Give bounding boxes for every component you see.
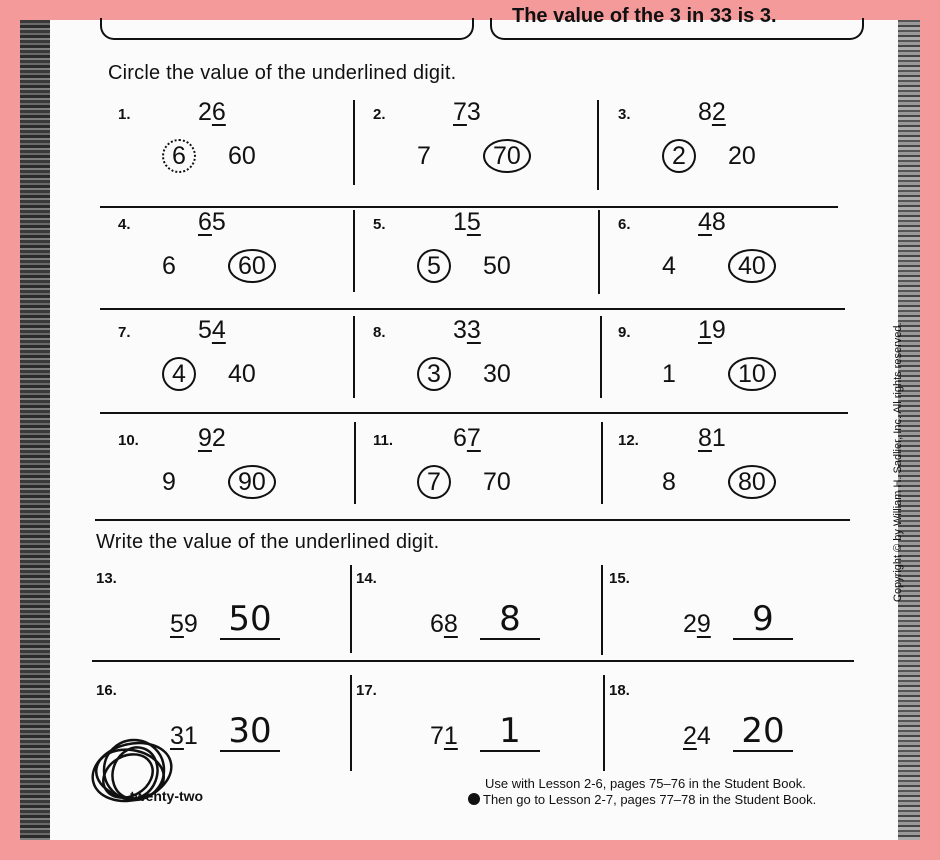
choice-value: 8 (662, 468, 676, 496)
digit: 2 (211, 424, 226, 452)
choice-a[interactable] (662, 142, 696, 171)
problem-6 (600, 208, 845, 308)
problem-label: 1. (118, 106, 131, 123)
problem-label: 5. (373, 216, 386, 233)
problem-label: 6. (618, 216, 631, 233)
answer-field[interactable]: 20 (733, 714, 793, 752)
digit: 1 (183, 722, 198, 750)
scribble-mark (80, 728, 190, 818)
footer-line-2: Then go to Lesson 2-7, pages 77–78 in the Student Book. (468, 792, 816, 807)
problem-label: 8. (373, 324, 386, 341)
c-icon (468, 793, 480, 805)
problem-number (453, 208, 481, 237)
digit: 5 (211, 208, 226, 236)
choice-value: 1 (662, 360, 676, 388)
problem-number (198, 98, 226, 127)
problem-5 (355, 208, 600, 308)
problem-label: 10. (118, 432, 139, 449)
choice-b[interactable] (728, 468, 776, 497)
underlined-digit: 2 (711, 98, 726, 126)
underlined-digit: 5 (466, 208, 481, 236)
choice-b[interactable] (728, 360, 776, 389)
answer-field[interactable]: 50 (220, 602, 280, 640)
choice-value: 10 (728, 357, 776, 391)
problem-10 (100, 424, 345, 524)
problem-number (198, 208, 226, 237)
choice-b[interactable] (228, 360, 256, 389)
underlined-digit: 4 (211, 316, 226, 344)
problem-number (170, 610, 198, 639)
underlined-digit: 5 (170, 610, 184, 638)
choice-a[interactable] (162, 252, 176, 281)
problem-2 (355, 98, 600, 198)
example-box-right (490, 5, 864, 40)
choice-value: 50 (483, 252, 511, 280)
choice-a[interactable] (162, 142, 196, 171)
worksheet-page (20, 5, 920, 840)
problem-number (698, 98, 726, 127)
underlined-digit: 8 (698, 424, 712, 452)
problem-18 (605, 680, 855, 780)
problem-label: 9. (618, 324, 631, 341)
problem-number (698, 208, 726, 237)
problem-number (683, 610, 711, 639)
problem-label: 4. (118, 216, 131, 233)
problem-number (198, 316, 226, 345)
underlined-digit: 6 (211, 98, 226, 126)
problem-label: 7. (118, 324, 131, 341)
problem-7 (100, 316, 345, 416)
underlined-digit: 8 (443, 610, 458, 638)
choice-value: 9 (162, 468, 176, 496)
problem-label: 15. (609, 570, 630, 587)
choice-a[interactable] (417, 142, 431, 171)
choice-value: 80 (728, 465, 776, 499)
digit: 6 (453, 424, 467, 452)
problem-number (698, 424, 726, 453)
choice-a[interactable] (417, 360, 451, 389)
problem-11 (355, 424, 600, 524)
problem-label: 11. (373, 432, 394, 449)
problem-number (698, 316, 726, 345)
digit: 2 (683, 610, 697, 638)
problem-number (453, 424, 481, 453)
problem-13 (92, 568, 342, 668)
underlined-digit: 4 (698, 208, 712, 236)
digit: 2 (198, 98, 212, 126)
problem-4 (100, 208, 345, 308)
digit: 1 (711, 424, 726, 452)
footer-line-1: Use with Lesson 2-6, pages 75–76 in the Student Book. (485, 776, 806, 791)
problem-12 (600, 424, 845, 524)
choice-value: 40 (728, 249, 776, 283)
choice-value: 3 (417, 357, 451, 391)
choice-b[interactable] (483, 360, 511, 389)
choice-b[interactable] (483, 468, 511, 497)
choice-b[interactable] (728, 142, 756, 171)
choice-a[interactable] (417, 252, 451, 281)
underlined-digit: 7 (453, 98, 467, 126)
problem-17 (352, 680, 602, 780)
digit: 4 (696, 722, 711, 750)
underlined-digit: 9 (696, 610, 711, 638)
example-text: The value of the 3 in 33 is 3. (512, 5, 777, 27)
choice-value: 6 (162, 139, 196, 173)
choice-value: 4 (662, 252, 676, 280)
choice-a[interactable] (162, 360, 196, 389)
copyright-notice: Copyright © by William H. Sadlier, Inc. All rights reserved. (892, 322, 904, 602)
problem-14 (352, 568, 602, 668)
choice-value: 70 (483, 468, 511, 496)
problem-number (453, 98, 481, 127)
underlined-digit: 6 (198, 208, 212, 236)
choice-value: 6 (162, 252, 176, 280)
instruction-write: Write the value of the underlined digit. (96, 531, 440, 553)
choice-b[interactable] (483, 142, 531, 171)
choice-value: 90 (228, 465, 276, 499)
row-divider (100, 308, 845, 310)
problem-9 (600, 316, 845, 416)
digit: 8 (698, 98, 712, 126)
problem-number (430, 722, 458, 751)
choice-b[interactable] (228, 142, 256, 171)
choice-value: 30 (483, 360, 511, 388)
choice-value: 60 (228, 249, 276, 283)
digit: 6 (430, 610, 444, 638)
choice-a[interactable] (162, 468, 176, 497)
problem-label: 2. (373, 106, 386, 123)
choice-a[interactable] (662, 360, 676, 389)
problem-label: 16. (96, 682, 117, 699)
underlined-digit: 3 (170, 722, 184, 750)
choice-value: 7 (417, 142, 431, 170)
choice-b[interactable] (483, 252, 511, 281)
underlined-digit: 1 (443, 722, 458, 750)
underlined-digit: 1 (698, 316, 712, 344)
problem-label: 12. (618, 432, 639, 449)
underlined-digit: 9 (198, 424, 212, 452)
choice-a[interactable] (662, 468, 676, 497)
digit: 9 (711, 316, 726, 344)
digit: 3 (466, 98, 481, 126)
choice-value: 20 (728, 142, 756, 170)
problem-number (683, 722, 711, 751)
choice-value: 60 (228, 142, 256, 170)
problem-label: 17. (356, 682, 377, 699)
choice-value: 5 (417, 249, 451, 283)
choice-value: 4 (162, 357, 196, 391)
underlined-digit: 3 (466, 316, 481, 344)
choice-a[interactable] (417, 468, 451, 497)
problem-number (453, 316, 481, 345)
digit: 5 (198, 316, 212, 344)
problem-number (430, 610, 458, 639)
choice-b[interactable] (228, 252, 276, 281)
choice-b[interactable] (728, 252, 776, 281)
problem-label: 14. (356, 570, 377, 587)
answer-field[interactable]: 9 (733, 602, 793, 640)
answer-field[interactable]: 30 (220, 714, 280, 752)
example-box-left (100, 18, 474, 40)
problem-label: 3. (618, 106, 631, 123)
problem-label: 18. (609, 682, 630, 699)
digit: 9 (183, 610, 198, 638)
choice-a[interactable] (662, 252, 676, 281)
problem-3 (600, 98, 845, 198)
choice-value: 2 (662, 139, 696, 173)
digit: 1 (453, 208, 467, 236)
problem-1 (100, 98, 345, 198)
problem-8 (355, 316, 600, 416)
digit: 8 (711, 208, 726, 236)
scanned-left-edge (20, 20, 50, 840)
digit: 7 (430, 722, 444, 750)
page-number: twenty-two (130, 788, 204, 804)
choice-value: 7 (417, 465, 451, 499)
instruction-circle: Circle the value of the underlined digit. (108, 62, 457, 84)
answer-field[interactable]: 8 (480, 602, 540, 640)
answer-field[interactable]: 1 (480, 714, 540, 752)
underlined-digit: 7 (466, 424, 481, 452)
choice-value: 70 (483, 139, 531, 173)
choice-value: 40 (228, 360, 256, 388)
underlined-digit: 2 (683, 722, 697, 750)
choice-b[interactable] (228, 468, 276, 497)
problem-label: 13. (96, 570, 117, 587)
problem-15 (605, 568, 855, 668)
digit: 3 (453, 316, 467, 344)
problem-number (198, 424, 226, 453)
